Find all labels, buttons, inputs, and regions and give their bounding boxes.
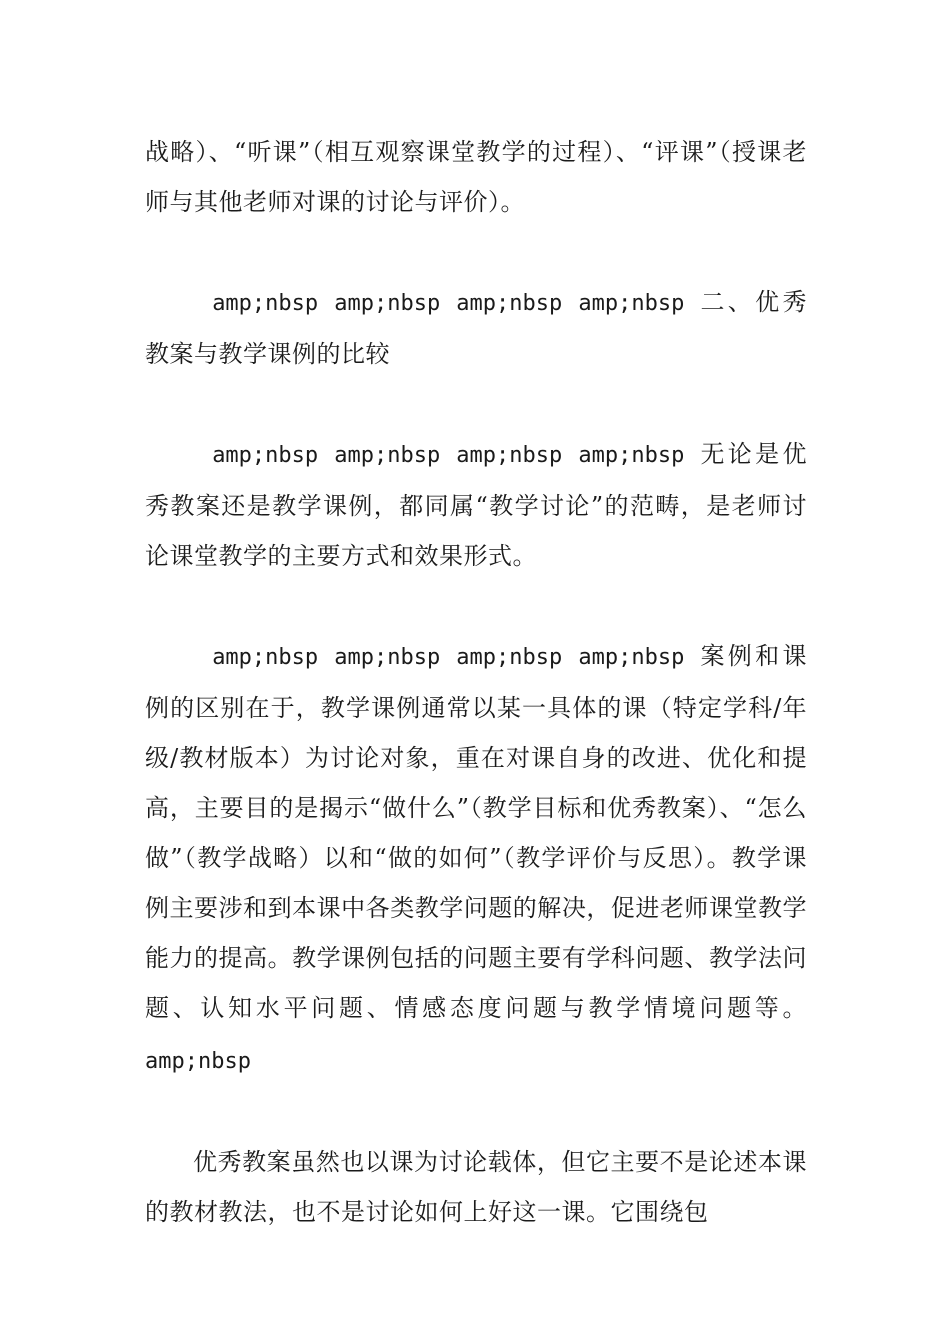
paragraph-5	[145, 1137, 807, 1237]
paragraph-4	[145, 631, 807, 1087]
nbsp-artifact-prefix: amp;nbsp amp;nbsp amp;nbsp amp;nbsp	[212, 291, 701, 316]
paragraph-3	[145, 429, 807, 581]
paragraph-2-heading	[145, 277, 807, 379]
paragraph-text: 优秀教案虽然也以课为讨论载体，但它主要不是论述本课的教材教法，也不是讨论如何上好这一课。它围绕包	[145, 1148, 807, 1226]
paragraph-text: 案例和课例的区别在于，教学课例通常以某一具体的课（特定学科/年级/教材版本）为讨论对象，重在对课自身的改进、优化和提高，主要目的是揭示“做什么”（教学目标和优秀教案）、“怎么做”（教学战略）以和“做的如何”（教学评价与反思）。教学课例主要涉和到本课中各类教学问题的解决，促进老师课堂教学能力的提高。教学课例包括的问题主要有学科问题、教学法问题、认知水平问题、情感态度问题与教学情境问题等。	[145, 642, 808, 1022]
document-body	[145, 127, 807, 1287]
paragraph-text: 无论是优秀教案还是教学课例，都同属“教学讨论”的范畴，是老师讨论课堂教学的主要方式和效果形式。	[145, 440, 808, 570]
section-heading: 二、优秀教案与教学课例的比较	[145, 288, 808, 368]
nbsp-artifact-suffix: amp;nbsp	[145, 1049, 251, 1074]
paragraph-text: 战略）、“听课”（相互观察课堂教学的过程）、“评课”（授课老师与其他老师对课的讨论与评价）。	[145, 138, 807, 216]
nbsp-artifact-prefix: amp;nbsp amp;nbsp amp;nbsp amp;nbsp	[212, 645, 701, 670]
nbsp-artifact-prefix: amp;nbsp amp;nbsp amp;nbsp amp;nbsp	[212, 443, 701, 468]
paragraph-1	[145, 127, 807, 227]
